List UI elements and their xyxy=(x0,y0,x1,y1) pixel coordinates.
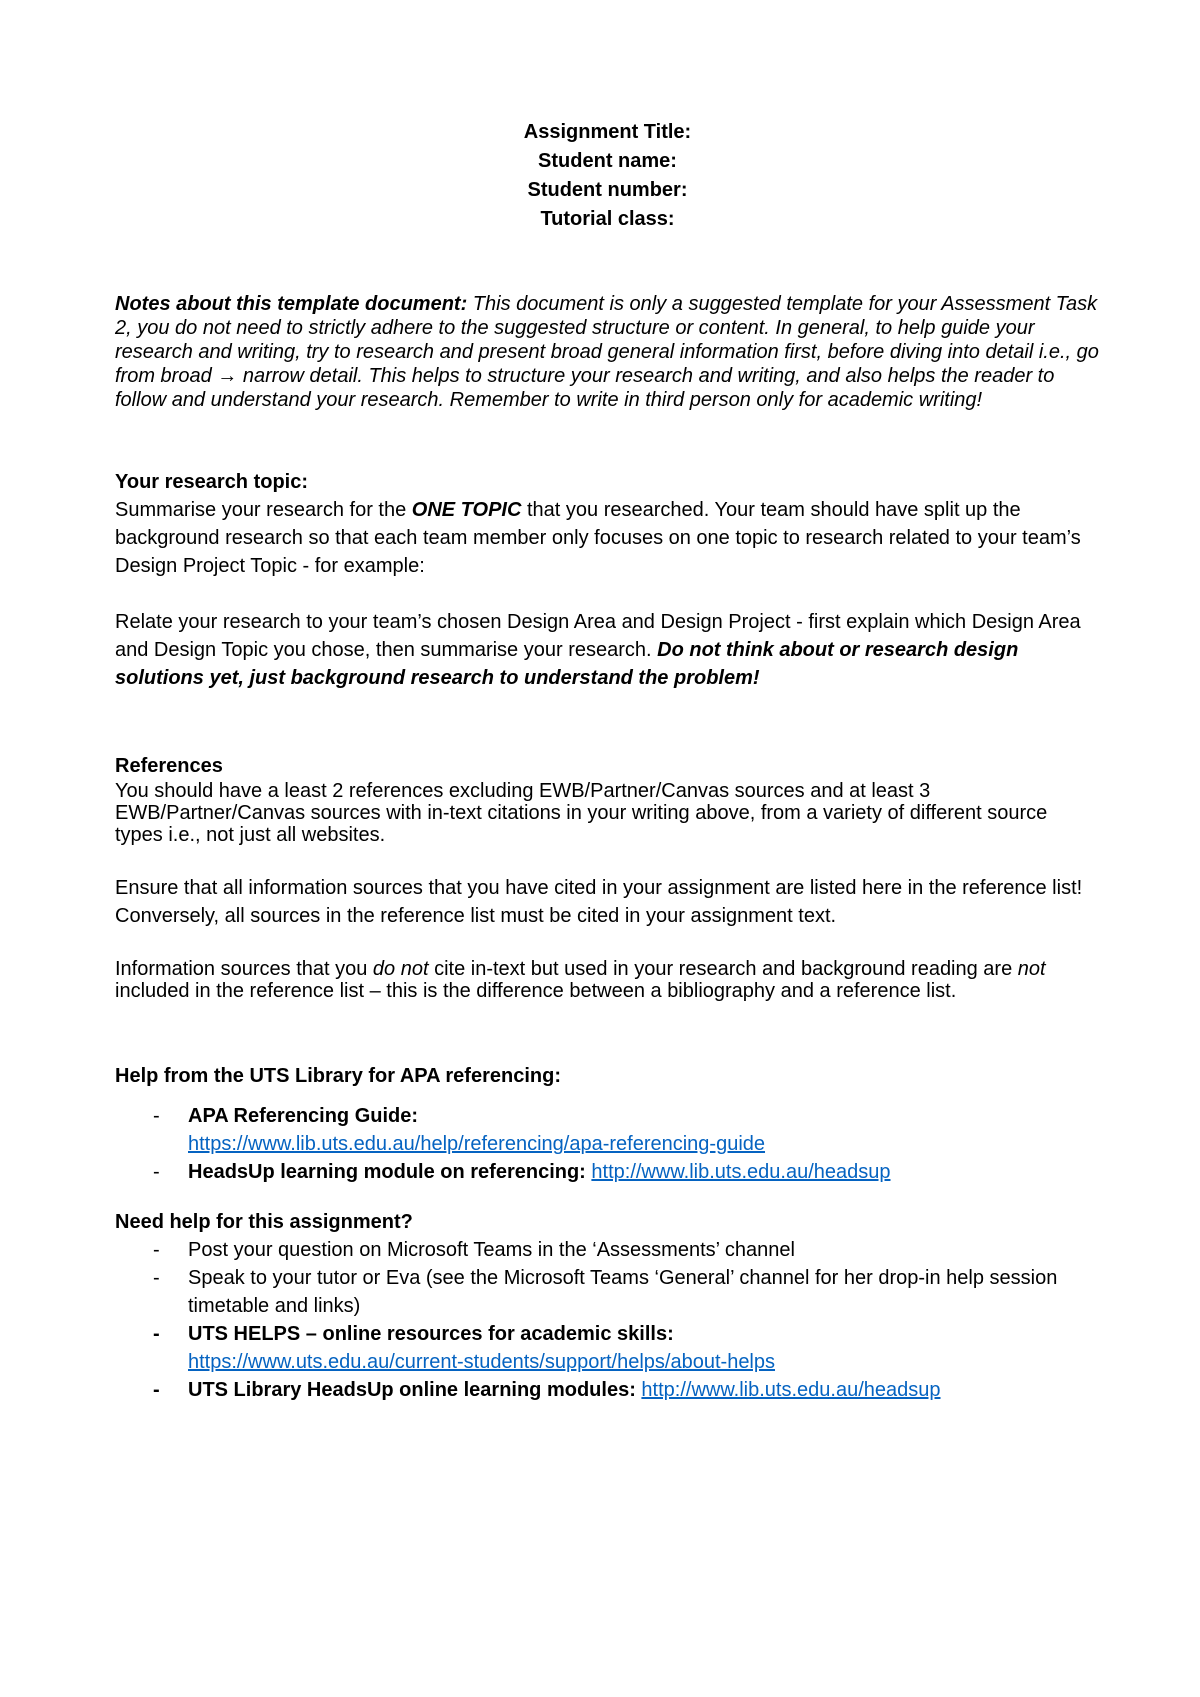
apa-guide-link[interactable]: https://www.lib.uts.edu.au/help/referencing/apa-referencing-guide xyxy=(188,1133,766,1155)
template-notes xyxy=(115,292,1100,412)
library-help-section xyxy=(115,1062,1100,1186)
assignment-title: Assignment Title: xyxy=(523,121,692,143)
list-item xyxy=(115,1158,1100,1186)
uts-helps-link[interactable]: https://www.uts.edu.au/current-students/support/helps/about-helps xyxy=(188,1351,776,1373)
text-run: Summarise your research for the xyxy=(115,499,412,521)
assignment-help-list xyxy=(115,1236,1100,1404)
tutorial-class: Tutorial class: xyxy=(540,208,675,230)
uts-library-headsup-link[interactable]: http://www.lib.uts.edu.au/headsup xyxy=(641,1379,941,1401)
references-section xyxy=(115,752,1100,1002)
headsup-module-link[interactable]: http://www.lib.uts.edu.au/headsup xyxy=(591,1161,891,1183)
notes-text: This document is only a suggested template for your Assessment Task 2, you do not need to strictly adhere to the suggested structure or content. In general, to help guide your research and writing, try to research and present broad general information first, before diving into detail i.e., go from broad → narrow detail. This helps to structure your research and writing, and also helps the reader to follow and understand your research. Remember to write in third person only for academic writing! xyxy=(115,293,1099,411)
research-topic-paragraph-1 xyxy=(115,496,1100,580)
document-header xyxy=(115,118,1100,234)
apa-guide-label: APA Referencing Guide: xyxy=(188,1105,419,1127)
references-heading: References xyxy=(115,755,223,777)
research-topic-section xyxy=(115,468,1100,692)
list-item xyxy=(115,1376,1100,1404)
library-help-heading: Help from the UTS Library for APA referencing: xyxy=(115,1065,561,1087)
list-item xyxy=(115,1102,1100,1158)
text-run: included in the reference list – this is the difference between a bibliography and a reference list. xyxy=(115,980,957,1002)
text-run: that you researched. Your team should have split up the background research so that each team member only focuses on one topic to research related to your team’s Design Project Topic - for example: xyxy=(115,499,1081,577)
references-paragraph-2: Ensure that all information sources that you have cited in your assignment are listed here in the reference list! Conversely, all sources in the reference list must be cited in your assignment text. xyxy=(115,877,1083,927)
emphasis-not: not xyxy=(1017,958,1046,980)
student-name: Student name: xyxy=(538,150,677,172)
text-run: Information sources that you xyxy=(115,958,373,980)
emphasis-one-topic: ONE TOPIC xyxy=(411,499,522,521)
list-item: - Post your question on Microsoft Teams in the ‘Assessments’ channel xyxy=(115,1236,1100,1264)
document-content xyxy=(115,118,1100,1404)
uts-library-headsup-label: UTS Library HeadsUp online learning modules: xyxy=(188,1379,642,1401)
references-paragraph-3 xyxy=(115,958,1100,1002)
uts-helps-label: UTS HELPS – online resources for academic skills: xyxy=(188,1323,674,1345)
list-item: - Speak to your tutor or Eva (see the Microsoft Teams ‘General’ channel for her drop-in help session timetable and links) xyxy=(115,1264,1100,1320)
research-topic-paragraph-2 xyxy=(115,608,1100,692)
research-topic-heading: Your research topic: xyxy=(115,471,309,493)
library-help-list xyxy=(115,1102,1100,1186)
list-item xyxy=(115,1320,1100,1376)
student-number: Student number: xyxy=(527,179,688,201)
emphasis-do-not: do not xyxy=(372,958,429,980)
text-run: cite in-text but used in your research and background reading are xyxy=(428,958,1018,980)
assignment-help-heading: Need help for this assignment? xyxy=(115,1211,413,1233)
notes-label: Notes about this template document: xyxy=(115,293,468,315)
references-paragraph-1: You should have a least 2 references excluding EWB/Partner/Canvas sources and at least 3 EWB/Partner/Canvas sources with in-text citations in your writing above, from a variety of different source types i.e., not just all websites. xyxy=(115,780,1048,846)
emphasis-warning: Do not think about or research design solutions yet, just background research to understand the problem! xyxy=(115,639,1019,689)
assignment-help-section xyxy=(115,1208,1100,1404)
headsup-module-label: HeadsUp learning module on referencing: xyxy=(188,1161,592,1183)
text-run: Relate your research to your team’s chosen Design Area and Design Project - first explain which Design Area and Design Topic you chose, then summarise your research. xyxy=(115,611,1081,661)
